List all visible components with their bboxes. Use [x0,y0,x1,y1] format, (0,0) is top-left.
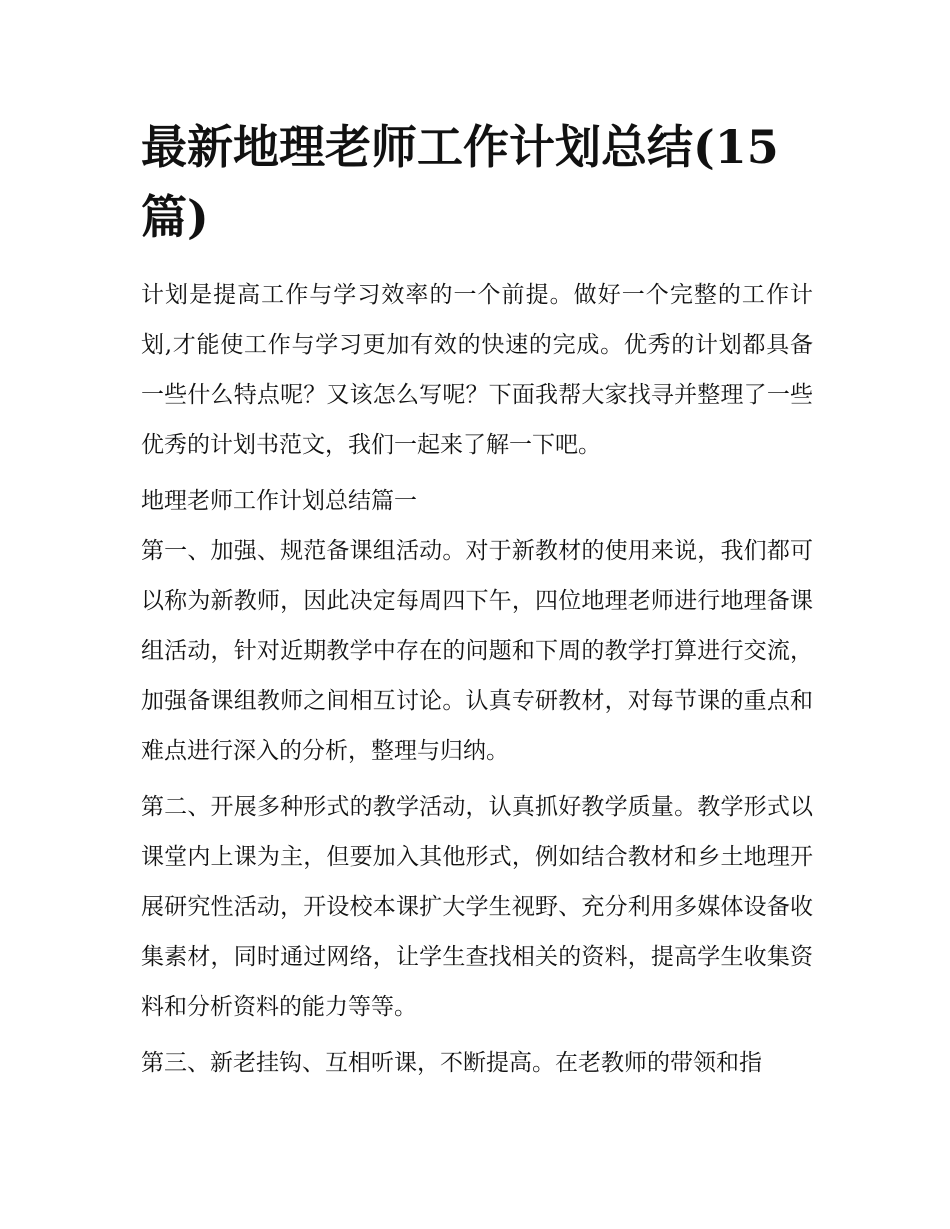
intro-paragraph: 计划是提高工作与学习效率的一个前提。做好一个完整的工作计划,才能使工作与学习更加有效的快速的完成。优秀的计划都具备一些什么特点呢？又该怎么写呢？下面我帮大家找寻并整理了一些优秀的计划书范文，我们一起来了解一下吧。 [141,282,813,458]
section-heading: 地理老师工作计划总结篇一 [141,488,417,514]
body-paragraph-3: 第三、新老挂钩、互相听课，不断提高。在老教师的带领和指 [141,1050,762,1076]
body-paragraph-1: 第一、加强、规范备课组活动。对于新教材的使用来说，我们都可以称为新教师，因此决定每周四下午，四位地理老师进行地理备课组活动，针对近期教学中存在的问题和下周的教学打算进行交流，加强备课组教师之间相互讨论。认真专研教材，对每节课的重点和难点进行深入的分析，整理与归纳。 [141,538,813,764]
document-body [141,112,813,1094]
document-title: 最新地理老师工作计划总结(15篇) [141,120,779,244]
body-paragraph-2: 第二、开展多种形式的教学活动，认真抓好教学质量。教学形式以课堂内上课为主，但要加入其他形式，例如结合教材和乡土地理开展研究性活动，开设校本课扩大学生视野、充分利用多媒体设备收集素材，同时通过网络，让学生查找相关的资料，提高学生收集资料和分析资料的能力等等。 [141,794,813,1020]
